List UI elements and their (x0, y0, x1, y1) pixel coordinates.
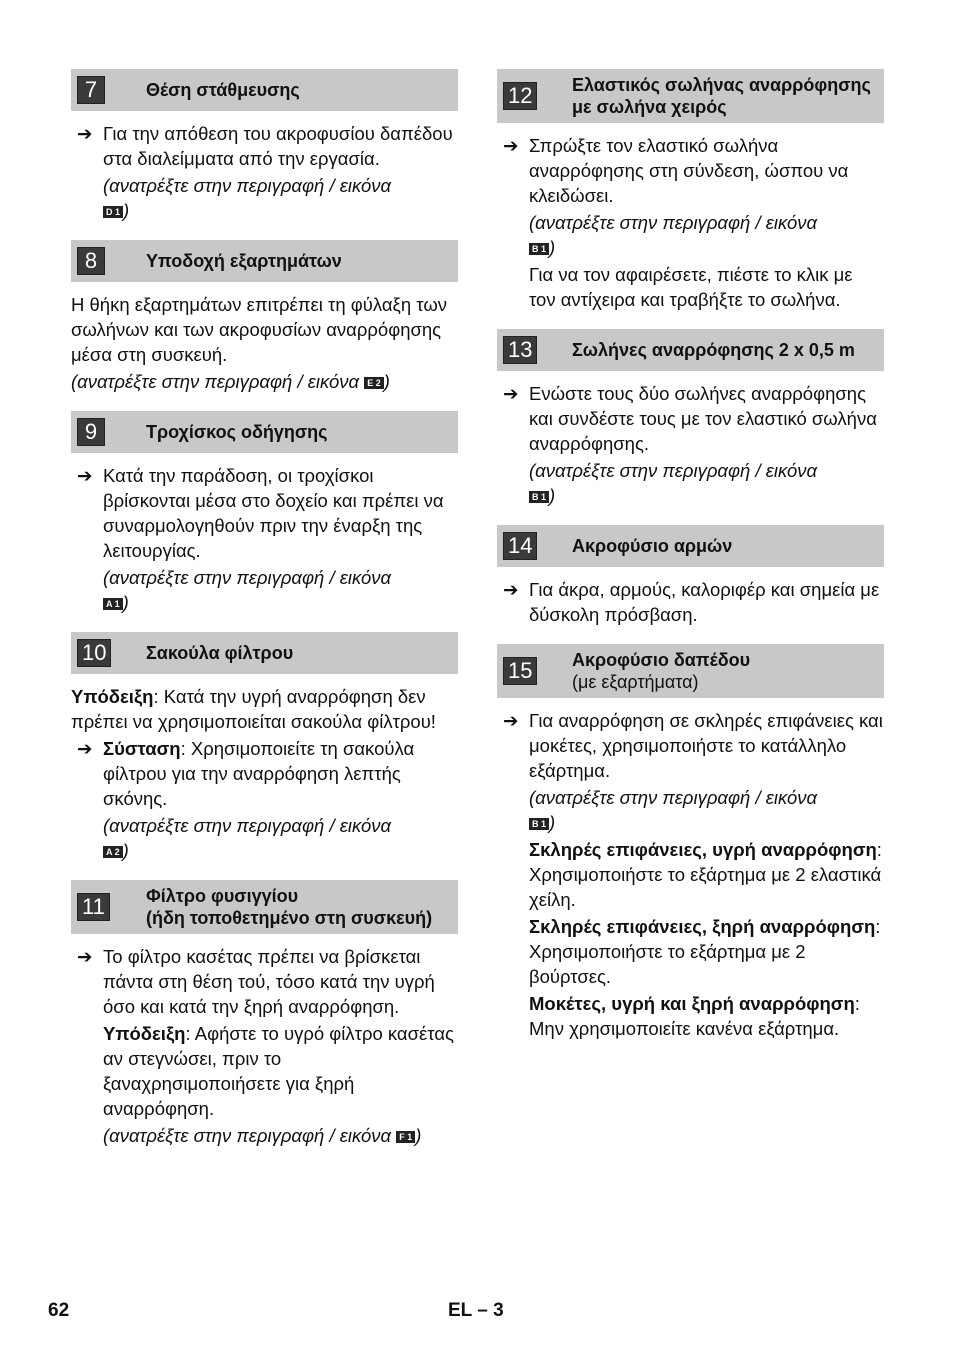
section-header (497, 69, 884, 123)
section-13 (497, 329, 884, 508)
figure-icon: E 2 (364, 377, 384, 389)
bullet-item: ➔ Το φίλτρο κασέτας πρέπει να βρίσκεται πάντα στη θέση τού, τόσο κατά την υγρή όσο και κατά την ξηρή αναρρόφηση. (77, 946, 435, 1017)
figure-icon: F 1 (396, 1131, 415, 1143)
section-header (71, 69, 458, 111)
bullet-item: ➔ Για την απόθεση του ακροφυσίου δαπέδου στα διαλείμματα από την εργασία. (77, 123, 453, 169)
arrow-icon: ➔ (77, 738, 93, 759)
section-title: Ακροφύσιο αρμών (572, 536, 733, 556)
section-10 (71, 632, 458, 863)
section-11 (71, 880, 458, 1148)
bullet-item: ➔ Κατά την παράδοση, οι τροχίσκοι βρίσκονται μέσα στο δοχείο και πρέπει να συναρμολογηθούν πριν την έναρξη της λειτουργίας. (77, 465, 444, 561)
figure-reference: (ανατρέξτε στην περιγραφή / εικόνα A 1 ) (103, 567, 392, 613)
figure-icon: B 1 (529, 243, 549, 255)
figure-reference: (ανατρέξτε στην περιγραφή / εικόνα A 2 ) (103, 815, 392, 861)
arrow-icon: ➔ (503, 383, 519, 404)
section-number: 10 (77, 639, 111, 667)
section-title: Τροχίσκος οδήγησης (146, 422, 328, 442)
figure-reference: (ανατρέξτε στην περιγραφή / εικόνα B 1 ) (529, 787, 818, 833)
section-number: 9 (77, 418, 105, 446)
bullet-item: ➔ Για αναρρόφηση σε σκληρές επιφάνειες και μοκέτες, χρησιμοποιήστε το κατάλληλο εξάρτημα. (503, 710, 883, 781)
figure-reference: (ανατρέξτε στην περιγραφή / εικόνα D 1 ) (103, 175, 392, 221)
figure-icon: D 1 (103, 206, 123, 218)
arrow-icon: ➔ (503, 710, 519, 731)
section-title: Σωλήνες αναρρόφησης 2 x 0,5 m (572, 340, 855, 360)
paragraph: Για να τον αφαιρέσετε, πιέστε το κλικ με τον αντίχειρα και τραβήξτε το σωλήνα. (529, 264, 853, 310)
arrow-icon: ➔ (503, 135, 519, 156)
section-number: 7 (77, 76, 105, 104)
section-number: 14 (503, 532, 537, 560)
section-15 (497, 644, 884, 1041)
figure-icon: A 1 (103, 598, 123, 610)
section-number: 8 (77, 247, 105, 275)
section-header (71, 880, 458, 934)
figure-icon: B 1 (529, 491, 549, 503)
section-7 (71, 69, 458, 223)
list-item: Σκληρές επιφάνειες, ξηρή αναρρόφηση: Χρησιμοποιήστε το εξάρτημα με 2 βούρτσες. (529, 916, 881, 987)
bullet-item: ➔ Για άκρα, αρμούς, καλοριφέρ και σημεία με δύσκολη πρόσβαση. (503, 579, 880, 625)
section-number: 15 (503, 657, 537, 685)
arrow-icon: ➔ (77, 123, 93, 144)
section-title: Ακροφύσιο δαπέδου (572, 650, 751, 670)
figure-reference: (ανατρέξτε στην περιγραφή / εικόνα F 1 ) (103, 1125, 422, 1146)
section-header (71, 240, 458, 282)
section-8 (71, 240, 458, 394)
bullet-item: ➔ Ενώστε τους δύο σωλήνες αναρρόφησης και συνδέστε τους με τον ελαστικό σωλήνα αναρρόφησης. (503, 383, 877, 454)
section-title: Σακούλα φίλτρου (146, 643, 294, 663)
section-12 (497, 69, 884, 312)
figure-reference: (ανατρέξτε στην περιγραφή / εικόνα B 1 ) (529, 460, 818, 506)
section-header (497, 644, 884, 698)
section-title: Φίλτρο φυσιγγίου (146, 886, 299, 906)
arrow-icon: ➔ (77, 465, 93, 486)
paragraph: Η θήκη εξαρτημάτων επιτρέπει τη φύλαξη των σωλήνων και των ακροφυσίων αναρρόφησης μέσα στη συσκευή. (71, 294, 448, 365)
section-title: Ελαστικός σωλήνας αναρρόφησης με σωλήνα χειρός (572, 75, 871, 117)
section-number: 12 (503, 82, 537, 110)
note: Υπόδειξη: Αφήστε το υγρό φίλτρο κασέτας αν στεγνώσει, πριν το ξαναχρησιμοποιήσετε για ξηρή αναρρόφηση. (103, 1023, 454, 1119)
section-header (71, 632, 458, 674)
arrow-icon: ➔ (77, 946, 93, 967)
section-number: 13 (503, 336, 537, 364)
list-item: Μοκέτες, υγρή και ξηρή αναρρόφηση: Μην χρησιμοποιείτε κανένα εξάρτημα. (529, 993, 860, 1039)
left-column (71, 69, 458, 1165)
list-item: Σκληρές επιφάνειες, υγρή αναρρόφηση: Χρησιμοποιήστε το εξάρτημα με 2 ελαστικά χείλη. (529, 839, 882, 910)
section-subtitle: (με εξαρτήματα) (572, 672, 699, 692)
figure-icon: B 1 (529, 818, 549, 830)
section-number: 11 (77, 893, 110, 921)
figure-icon: A 2 (103, 846, 123, 858)
arrow-icon: ➔ (503, 579, 519, 600)
section-title-line2: (ήδη τοποθετημένο στη συσκευή) (146, 908, 433, 928)
figure-reference: (ανατρέξτε στην περιγραφή / εικόνα E 2 ) (71, 371, 390, 392)
section-header (71, 411, 458, 453)
section-9 (71, 411, 458, 615)
section-title: Θέση στάθμευσης (146, 80, 300, 100)
section-header (497, 525, 884, 567)
section-header (497, 329, 884, 371)
figure-reference: (ανατρέξτε στην περιγραφή / εικόνα B 1 ) (529, 212, 818, 258)
bullet-item: ➔ Σύσταση: Χρησιμοποιείτε τη σακούλα φίλτρου για την αναρρόφηση λεπτής σκόνης. (77, 738, 415, 809)
section-title: Υποδοχή εξαρτημάτων (146, 251, 342, 271)
page-number: 62 (48, 1300, 70, 1321)
right-column (497, 69, 884, 1058)
note: Υπόδειξη: Κατά την υγρή αναρρόφηση δεν πρέπει να χρησιμοποιείται σακούλα φίλτρου! (71, 686, 436, 732)
bullet-item: ➔ Σπρώξτε τον ελαστικό σωλήνα αναρρόφησης στη σύνδεση, ώσπου να κλειδώσει. (503, 135, 849, 206)
footer-section: EL – 3 (448, 1300, 504, 1321)
section-14 (497, 525, 884, 627)
